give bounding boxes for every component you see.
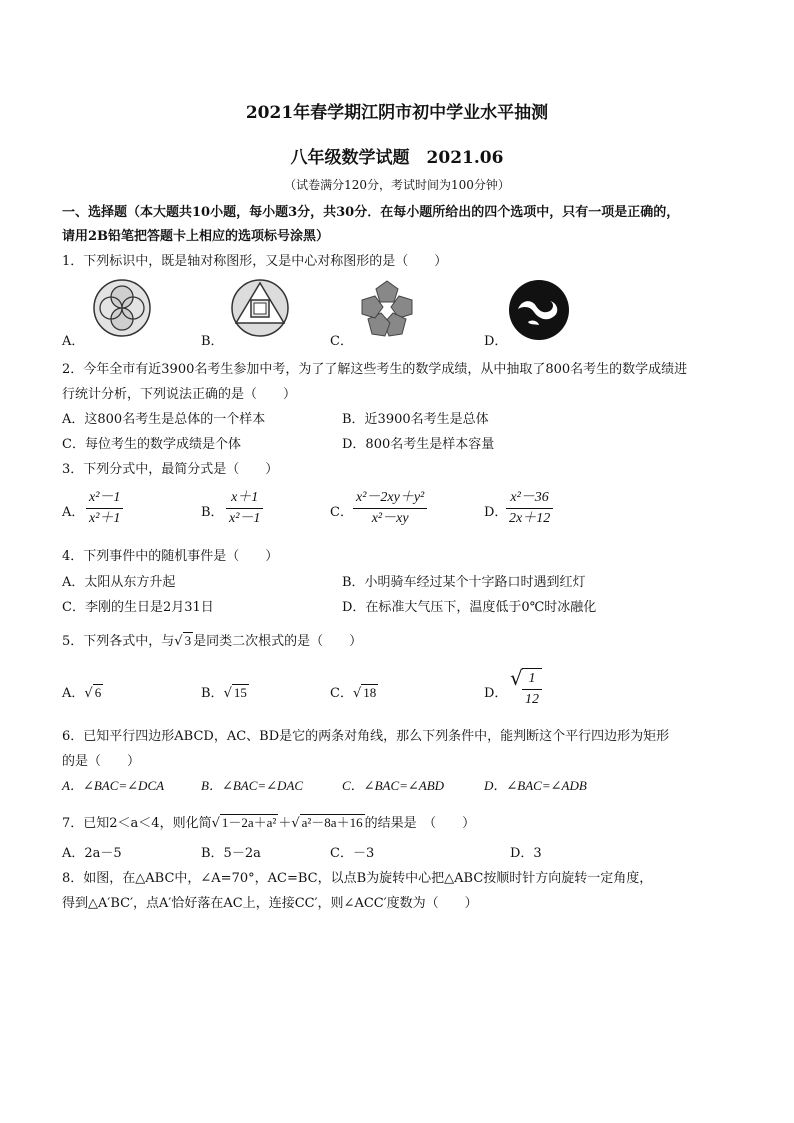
q2-stem-line2: 行统计分析，下列说法正确的是（ ） <box>62 387 297 402</box>
section-heading-line2: 请用2B铅笔把答题卡上相应的选项标号涂黑） <box>62 229 330 244</box>
q7-stem: 7．已知2＜a＜4，则化简√ 1－2a＋a² ＋√ a²－8a＋16 的结果是 （ ） <box>62 815 476 831</box>
q3-fraction-d: $\frac{\text{x²－36}}{2x+12}$ <box>506 488 553 529</box>
q1-label-b: B． <box>201 334 224 349</box>
q3-stem: 3．下列分式中，最简分式是（ ） <box>62 462 279 477</box>
q7-option-b: B．5－2a <box>201 846 261 861</box>
q3-fraction-b: $\frac{x+1}{\text{x²－1}}$ <box>226 488 263 529</box>
q4-option-d: D．在标准大气压下，温度低于0℃时冰融化 <box>342 600 597 615</box>
section-heading-line1: 一、选择题（本大题共10小题，每小题3分，共30分．在每小题所给出的四个选项中，只有一项是正确的， <box>62 205 680 220</box>
pentagon-ring-icon <box>356 278 418 340</box>
q3-label-b: B． <box>201 505 224 520</box>
q3-label-a: A． <box>62 505 85 520</box>
q6-option-b: B．∠BAC=∠DAC <box>201 778 304 793</box>
q5-stem: 5．下列各式中，与√ 3 是同类二次根式的是（ ） <box>62 633 363 649</box>
q6-option-d: D．∠BAC=∠ADB <box>484 778 587 793</box>
q1-label-d: D． <box>484 334 508 349</box>
q2-stem-line1: 2．今年全市有近3900名考生参加中考，为了了解这些考生的数学成绩，从中抽取了800名考生的数学成绩进 <box>62 362 688 377</box>
q5-option-b: B．√ 15 <box>201 685 247 701</box>
circle-petal-icon <box>92 278 152 338</box>
q5-option-d-radical: √ <box>510 666 523 690</box>
sqrt-three: √ 3 <box>174 633 192 649</box>
exam-title: 2021年春学期江阴市初中学业水平抽测 <box>245 103 549 123</box>
q2-option-b: B．近3900名考生是总体 <box>342 412 489 427</box>
q5-option-a: A．√ 6 <box>62 685 102 701</box>
q6-option-a: A．∠BAC=∠DCA <box>62 778 165 793</box>
q4-option-a: A．太阳从东方升起 <box>62 575 176 590</box>
q5-option-d-fraction: $\frac{1}{12}$ <box>522 668 542 710</box>
q1-stem: 1．下列标识中，既是轴对称图形，又是中心对称图形的是（ ） <box>62 254 448 269</box>
q1-label-a: A． <box>62 334 85 349</box>
q2-option-c: C．每位考生的数学成绩是个体 <box>62 437 241 452</box>
q6-stem-line2: 的是（ ） <box>62 754 141 769</box>
exam-subtitle: 八年级数学试题 2021.06 <box>290 148 504 168</box>
q4-option-b: B．小明骑车经过某个十字路口时遇到红灯 <box>342 575 586 590</box>
q3-label-c: C． <box>330 505 353 520</box>
q4-stem: 4．下列事件中的随机事件是（ ） <box>62 549 279 564</box>
q5-option-c: C．√ 18 <box>330 685 377 701</box>
circle-triangle-square-icon <box>230 278 290 338</box>
q4-option-c: C．李刚的生日是2月31日 <box>62 600 214 615</box>
q6-option-c: C．∠BAC=∠ABD <box>342 778 445 793</box>
q8-stem-line2: 得到△A′BC′，点A′恰好落在AC上，连接CC′，则∠ACC′度数为（ ） <box>62 896 478 911</box>
q3-fraction-a: $\frac{\text{x²－1}}{\text{x²＋1}}$ <box>86 488 123 529</box>
q7-option-c: C．－3 <box>330 846 375 861</box>
q3-fraction-c: $\frac{\text{x²－2xy＋y²}}{\text{x²－xy}}$ <box>353 488 427 529</box>
q8-stem-line1: 8．如图，在△ABC中，∠A=70°，AC=BC，以点B为旋转中心把△ABC按顺时针方向旋转一定角度， <box>62 871 653 886</box>
q2-option-d: D．800名考生是样本容量 <box>342 437 495 452</box>
q7-option-d: D．3 <box>510 846 542 861</box>
q2-option-a: A．这800名考生是总体的一个样本 <box>62 412 266 427</box>
q5-label-d: D． <box>484 686 508 701</box>
taiji-cloud-icon <box>508 279 570 341</box>
q6-stem-line1: 6．已知平行四边形ABCD，AC、BD是它的两条对角线，那么下列条件中，能判断这个平行四边形为矩形 <box>62 729 670 744</box>
q1-label-c: C． <box>330 334 353 349</box>
exam-info: （试卷满分120分，考试时间为100分钟） <box>284 178 510 192</box>
q7-option-a: A．2a－5 <box>62 846 122 861</box>
q3-label-d: D． <box>484 505 508 520</box>
